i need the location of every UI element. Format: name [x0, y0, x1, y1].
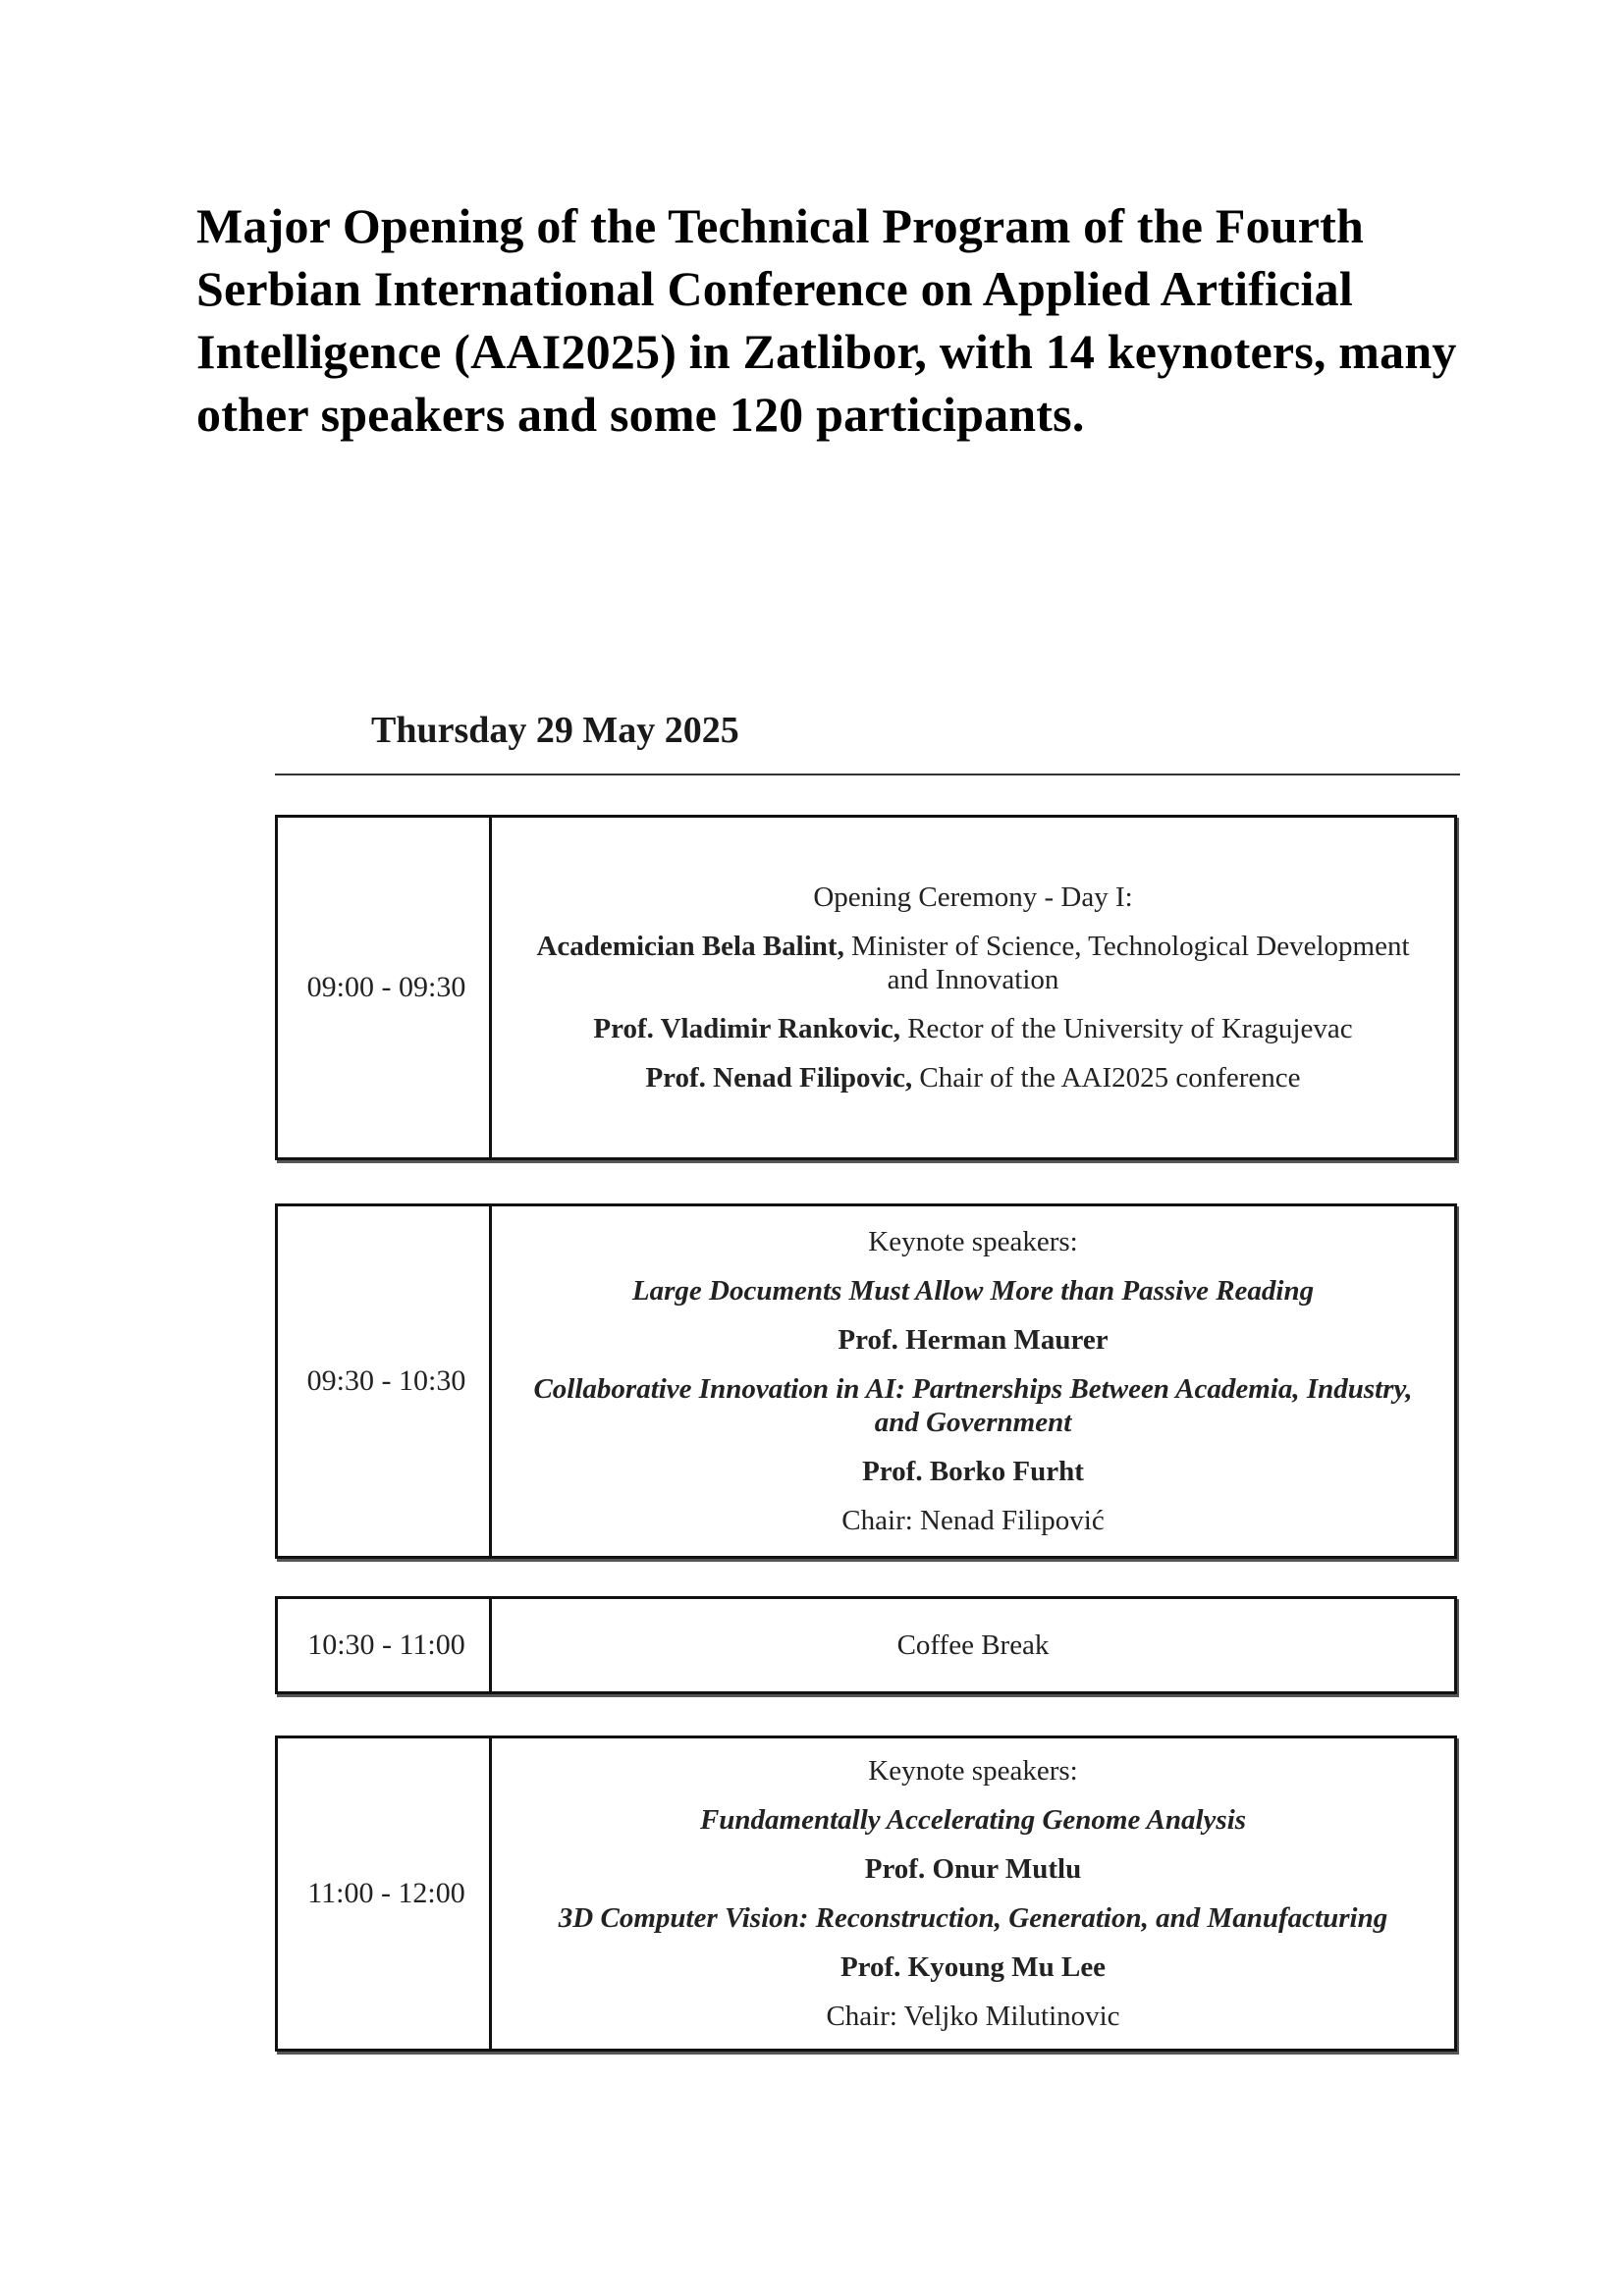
session-keynote-1 — [275, 1203, 1457, 1559]
session-chair: Chair: Nenad Filipović — [841, 1505, 1105, 1536]
speaker-role: Rector of the University of Kragujevac — [899, 1013, 1353, 1044]
speaker-name: Prof. Vladimir Rankovic, — [593, 1013, 900, 1044]
speaker-entry — [515, 930, 1431, 996]
speaker-entry — [645, 1061, 1300, 1095]
speaker-role: Minister of Science, Technological Development and Innovation — [843, 931, 1410, 995]
speaker-name: Prof. Nenad Filipovic, — [645, 1062, 913, 1094]
talk-title: Fundamentally Accelerating Genome Analysis — [699, 1804, 1247, 1836]
session-title: Keynote speakers: — [868, 1755, 1078, 1787]
speaker-role: Chair of the AAI2025 conference — [912, 1062, 1301, 1094]
session-title: Coffee Break — [896, 1629, 1050, 1661]
talk-title: Collaborative Innovation in AI: Partnerships Between Academia, Industry, and Government — [533, 1373, 1413, 1438]
session-time: 09:30 - 10:30 — [278, 1206, 492, 1556]
session-content — [492, 1599, 1454, 1691]
page-heading: Major Opening of the Technical Program of the Fourth Serbian International Conference on Applied Artificial Intelligence (AAI2025) in Zatlibor, with 14 keynoters, many other speakers and some 120 participants. — [196, 198, 1457, 442]
session-content — [492, 818, 1454, 1157]
speaker-name: Prof. Onur Mutlu — [864, 1853, 1082, 1885]
session-content — [492, 1206, 1454, 1556]
speaker-name: Academician Bela Balint, — [536, 931, 844, 962]
session-content — [492, 1738, 1454, 2049]
session-keynote-2 — [275, 1735, 1457, 2052]
speaker-name: Prof. Kyoung Mu Lee — [839, 1951, 1107, 1983]
talk-title: Large Documents Must Allow More than Passive Reading — [631, 1275, 1315, 1307]
program-day-header: Thursday 29 May 2025 — [371, 710, 739, 751]
speaker-name: Prof. Herman Maurer — [838, 1324, 1109, 1356]
session-title: Opening Ceremony - Day I: — [813, 881, 1133, 913]
talk-title: 3D Computer Vision: Reconstruction, Generation, and Manufacturing — [558, 1902, 1388, 1934]
session-time: 10:30 - 11:00 — [278, 1599, 492, 1691]
session-time: 09:00 - 09:30 — [278, 818, 492, 1157]
session-title: Keynote speakers: — [868, 1226, 1078, 1257]
speaker-name: Prof. Borko Furht — [862, 1456, 1084, 1487]
speaker-entry — [593, 1012, 1352, 1045]
day-divider — [275, 774, 1460, 775]
session-chair: Chair: Veljko Milutinovic — [826, 2001, 1120, 2032]
session-opening-ceremony — [275, 815, 1457, 1160]
session-coffee-break — [275, 1596, 1457, 1694]
session-time: 11:00 - 12:00 — [278, 1738, 492, 2049]
